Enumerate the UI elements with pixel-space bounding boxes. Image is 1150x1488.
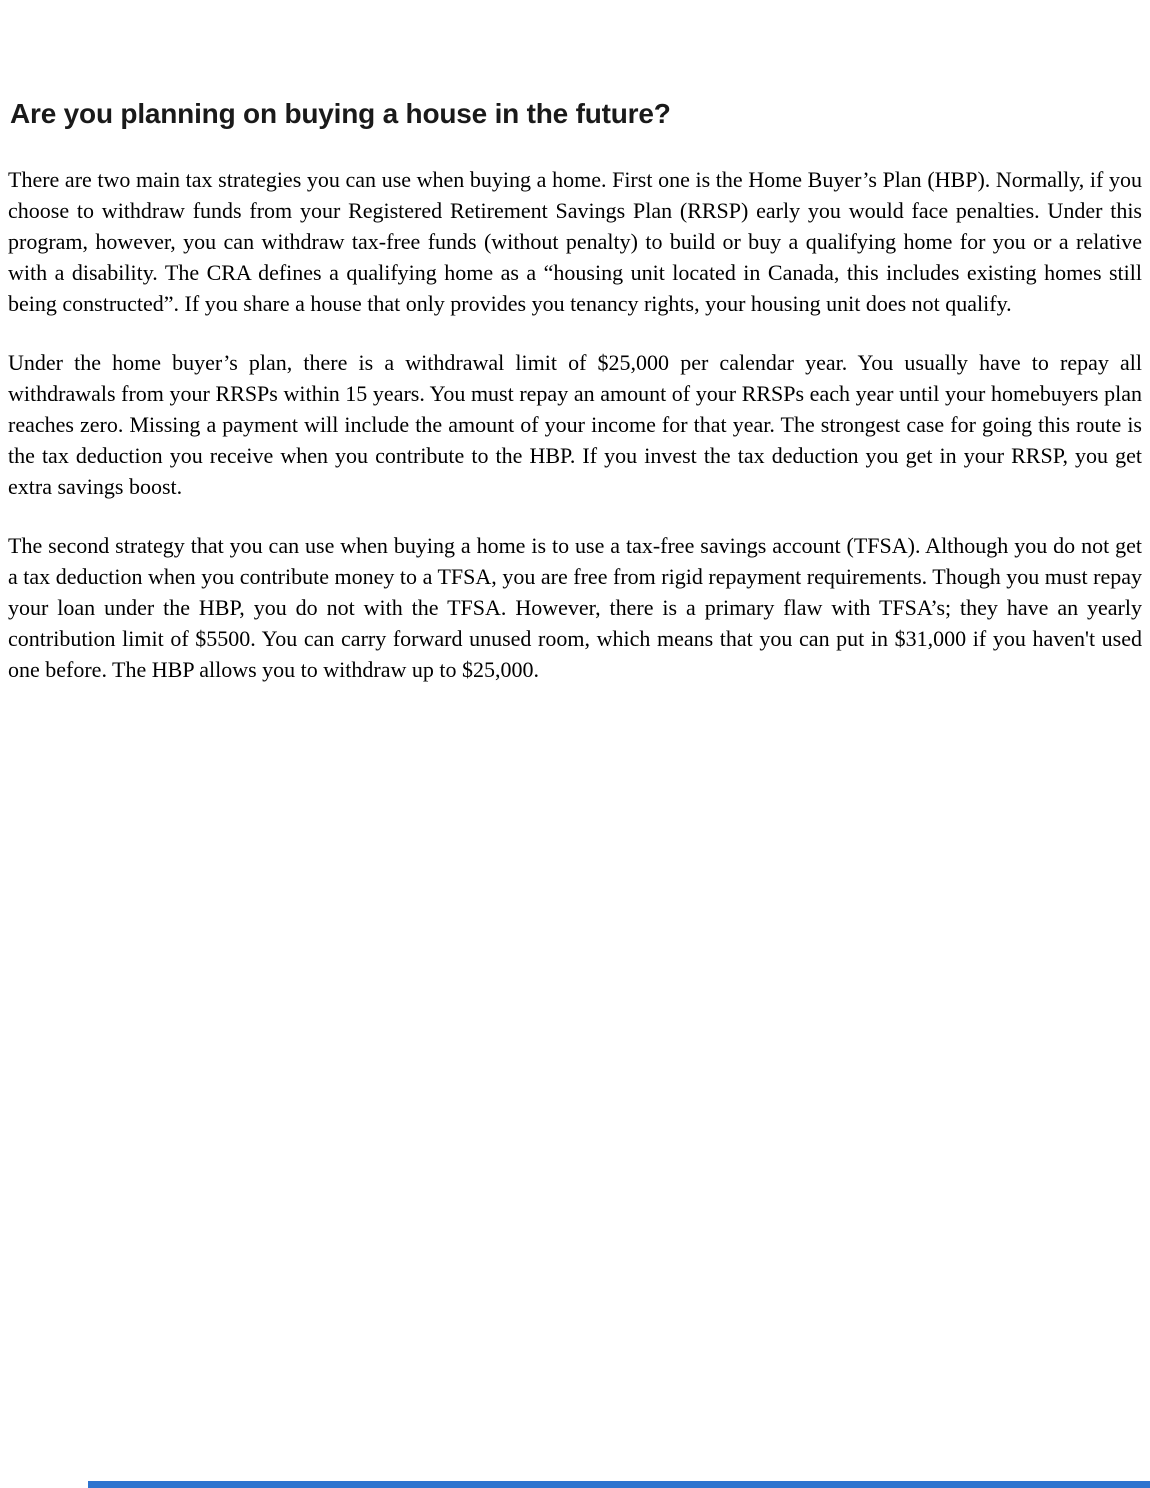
paragraph-tfsa-strategy: The second strategy that you can use when buying a home is to use a tax-free savings account (TFSA). Although you do not get a tax deduction when you contribute money to a TFSA, you are free from rigid repayment requirements. Though you must repay your loan under the HBP, you do not with the TFSA. However, there is a primary flaw with TFSA’s; they have an yearly contribution limit of $5500. You can carry forward unused room, which means that you can put in $31,000 if you haven't used one before. The HBP allows you to withdraw up to $25,000. — [8, 533, 1142, 682]
paragraph-hbp-details: Under the home buyer’s plan, there is a withdrawal limit of $25,000 per calendar year. You usually have to repay all withdrawals from your RRSPs within 15 years. You must repay an amount of your RRSPs each year until your homebuyers plan reaches zero. Missing a payment will include the amount of your income for that year. The strongest case for going this route is the tax deduction you receive when you contribute to the HBP. If you invest the tax deduction you get in your RRSP, you get extra savings boost. — [8, 350, 1142, 499]
bottom-accent-bar — [88, 1481, 1150, 1488]
paragraph-hbp-intro: There are two main tax strategies you can use when buying a home. First one is the Home Buyer’s Plan (HBP). Normally, if you choose to withdraw funds from your Registered Retirement Savings Plan (RRSP) early you would face penalties. Under this program, however, you can withdraw tax-free funds (without penalty) to build or buy a qualifying home for you or a relative with a disability. The CRA defines a qualifying home as a “housing unit located in Canada, this includes existing homes still being constructed”. If you share a house that only provides you tenancy rights, your housing unit does not qualify. — [8, 167, 1142, 316]
document-content — [0, 0, 1150, 685]
page-title: Are you planning on buying a house in the future? — [10, 98, 671, 129]
